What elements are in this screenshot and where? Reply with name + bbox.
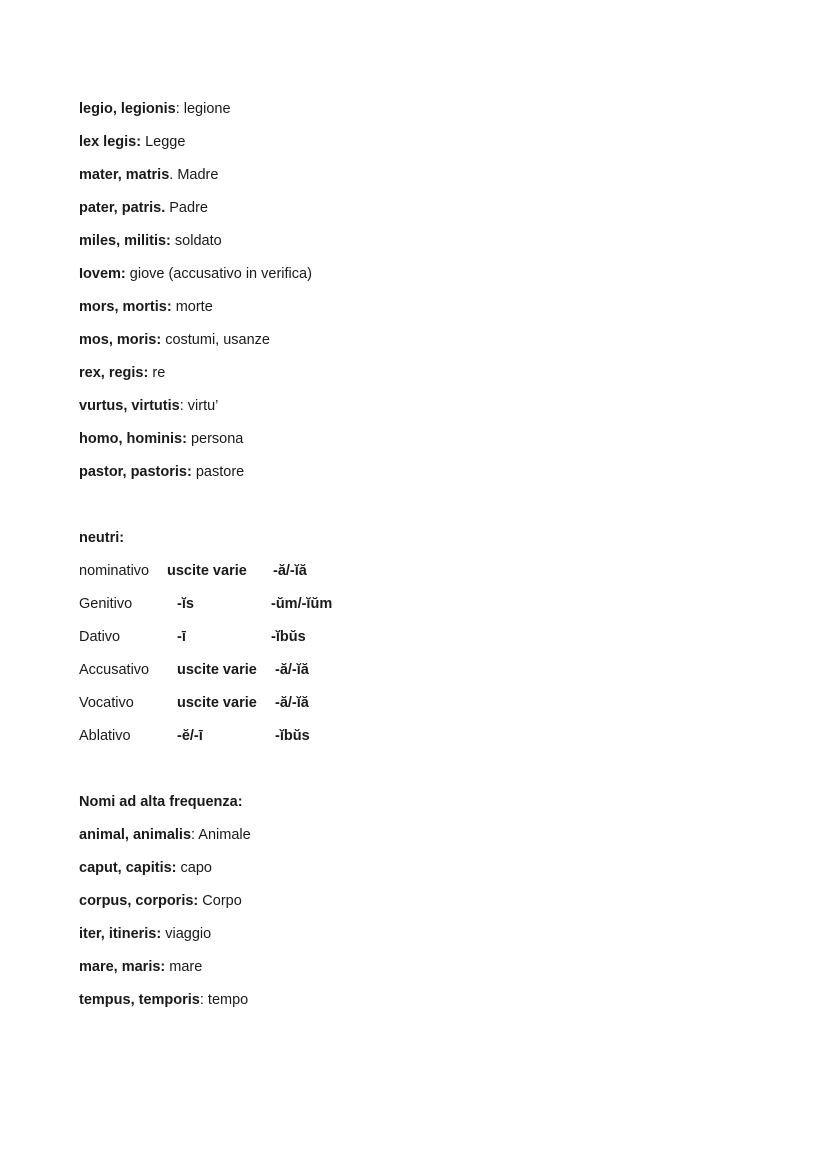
case-name: Accusativo	[79, 662, 150, 678]
vocab-meaning: Corpo	[202, 893, 242, 909]
plural-ending: -ă/-ĭă	[273, 563, 307, 579]
singular-ending: uscite varie	[167, 563, 247, 579]
vocab-term: legio, legionis	[79, 101, 176, 117]
declension-row	[79, 558, 779, 591]
vocab-entry	[79, 261, 779, 294]
vocab-entry	[79, 195, 779, 228]
vocab-term: rex, regis:	[79, 365, 149, 381]
vocab-meaning: Madre	[177, 167, 219, 183]
vocab-entry	[79, 360, 779, 393]
vocab-term: iter, itineris:	[79, 926, 162, 942]
section-heading: Nomi ad alta frequenza:	[79, 794, 243, 810]
vocab-entry	[79, 294, 779, 327]
vocab-term: mors, mortis:	[79, 299, 172, 315]
plural-ending: -ĭbŭs	[275, 728, 310, 744]
declension-row	[79, 624, 779, 657]
case-name: Vocativo	[79, 695, 134, 711]
vocab-meaning: viaggio	[165, 926, 212, 942]
vocab-entry: vurtus, virtutis: virtu’	[79, 398, 219, 414]
vocab-meaning: tempo	[207, 992, 249, 1008]
vocab-meaning: legione	[183, 101, 231, 117]
vocab-entry: animal, animalis: Animale	[79, 827, 251, 843]
singular-ending: -ĕ/-ī	[177, 728, 203, 744]
vocab-term: caput, capitis:	[79, 860, 177, 876]
spacer	[79, 756, 779, 789]
vocab-entry	[79, 228, 779, 261]
vocab-entry	[79, 459, 779, 492]
vocab-term: mater, matris	[79, 167, 170, 183]
singular-ending: -ĭs	[177, 596, 194, 612]
vocab-entry: legio, legionis: legione	[79, 101, 231, 117]
plural-ending: -ŭm/-ĭŭm	[271, 596, 333, 612]
vocab-entry: mater, matris. Madre	[79, 167, 219, 183]
vocab-term: vurtus, virtutis	[79, 398, 180, 414]
plural-ending: -ĭbŭs	[271, 629, 306, 645]
declension-row	[79, 657, 779, 690]
declension-row	[79, 723, 779, 756]
vocab-entry	[79, 954, 779, 987]
vocab-meaning: mare	[169, 959, 203, 975]
vocab-term: mos, moris:	[79, 332, 162, 348]
vocab-entry	[79, 855, 779, 888]
singular-ending: uscite varie	[177, 695, 257, 711]
declension-row	[79, 690, 779, 723]
vocab-term: pastor, pastoris:	[79, 464, 192, 480]
singular-ending: -ī	[177, 629, 186, 645]
neutri-section	[79, 525, 779, 756]
vocab-meaning: giove (accusativo in verifica)	[129, 266, 312, 282]
document-page	[79, 96, 779, 1020]
vocab-term: pater, patris.	[79, 200, 166, 216]
vocab-entry	[79, 921, 779, 954]
vocab-meaning: costumi, usanze	[165, 332, 270, 348]
vocab-meaning: morte	[175, 299, 213, 315]
vocab-meaning: pastore	[195, 464, 245, 480]
vocab-entry	[79, 129, 779, 162]
declension-row	[79, 591, 779, 624]
case-name: nominativo	[79, 563, 150, 579]
vocab-list	[79, 96, 779, 492]
plural-ending: -ă/-ĭă	[275, 662, 309, 678]
vocab-term: lex legis:	[79, 134, 142, 150]
case-name: Ablativo	[79, 728, 131, 744]
case-name: Dativo	[79, 629, 121, 645]
vocab-meaning: virtu’	[187, 398, 219, 414]
spacer	[79, 492, 779, 525]
frequenza-section	[79, 789, 779, 1020]
vocab-meaning: capo	[180, 860, 212, 876]
vocab-term: mare, maris:	[79, 959, 166, 975]
vocab-entry	[79, 426, 779, 459]
vocab-term: corpus, corporis:	[79, 893, 199, 909]
vocab-meaning: Legge	[145, 134, 186, 150]
singular-ending: uscite varie	[177, 662, 257, 678]
vocab-meaning: Padre	[169, 200, 208, 216]
vocab-meaning: re	[152, 365, 166, 381]
vocab-term: tempus, temporis	[79, 992, 200, 1008]
vocab-meaning: soldato	[174, 233, 222, 249]
vocab-meaning: persona	[190, 431, 244, 447]
section-heading: neutri:	[79, 530, 125, 546]
vocab-term: animal, animalis	[79, 827, 192, 843]
vocab-entry	[79, 888, 779, 921]
vocab-entry: tempus, temporis: tempo	[79, 992, 249, 1008]
vocab-meaning: Animale	[198, 827, 251, 843]
case-name: Genitivo	[79, 596, 133, 612]
vocab-term: Iovem:	[79, 266, 126, 282]
vocab-term: homo, hominis:	[79, 431, 187, 447]
plural-ending: -ă/-ĭă	[275, 695, 309, 711]
vocab-entry	[79, 327, 779, 360]
vocab-term: miles, militis:	[79, 233, 171, 249]
